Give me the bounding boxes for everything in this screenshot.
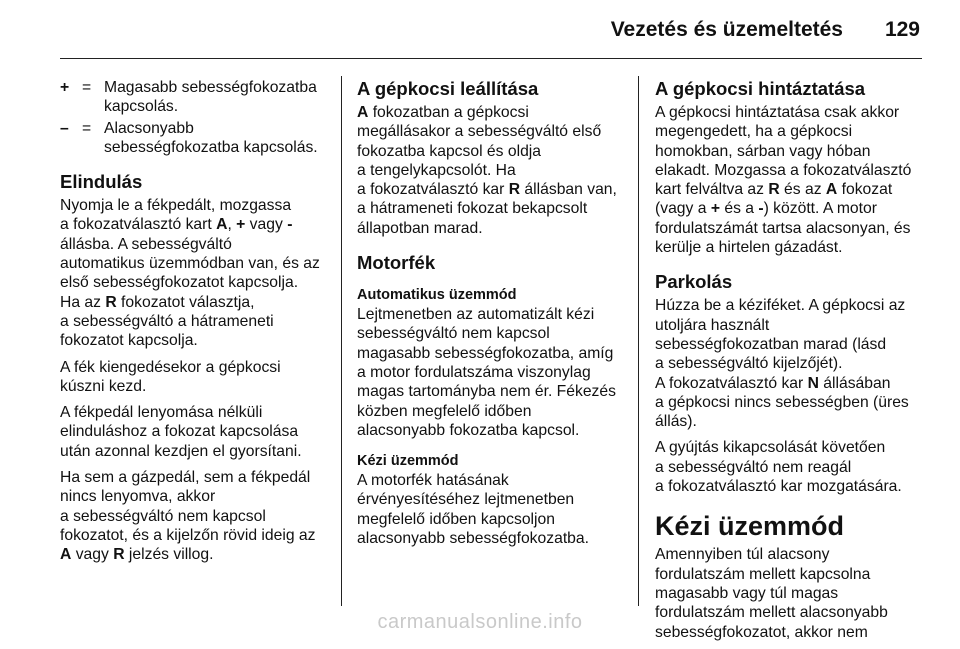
paragraph bbox=[357, 471, 631, 548]
text-line bbox=[655, 374, 925, 393]
text-line: Amennyiben túl alacsony bbox=[655, 546, 830, 564]
text-line: fordulatszámát tartsa alacsonyan, és bbox=[655, 219, 911, 237]
list-item bbox=[60, 119, 328, 158]
text-line bbox=[357, 180, 631, 199]
text-line: első sebességfokozatot kapcsolja. bbox=[60, 274, 299, 292]
column-divider-1 bbox=[341, 76, 342, 606]
text-line: alacsonyabb fokozatba kapcsol. bbox=[357, 421, 580, 439]
text-line: magas tartományba nem ér. Fékezés bbox=[357, 383, 616, 401]
text-line: Húzza be a kéziféket. A gépkocsi az bbox=[655, 297, 906, 315]
text-line bbox=[60, 215, 328, 234]
text-span: és az bbox=[779, 181, 826, 199]
bold-text: A bbox=[60, 546, 72, 564]
text-span: fokozatban a gépkocsi bbox=[368, 104, 529, 121]
text-span: kart felváltva az bbox=[655, 181, 769, 199]
item-text: Magasabb sebességfokozatba bbox=[104, 79, 317, 96]
text-line: sebességfokozatot, akkor nem bbox=[655, 623, 868, 641]
text-line: a tengelykapcsolót. Ha bbox=[357, 161, 516, 179]
text-line: kerülje a hirtelen gázadást. bbox=[655, 239, 843, 257]
bold-text: - bbox=[287, 216, 293, 234]
page-number: 129 bbox=[884, 18, 920, 41]
column-2 bbox=[357, 78, 631, 555]
text-line: fordulatszám mellett kapcsolna bbox=[655, 565, 871, 583]
text-line: a fokozatválasztó kar mozgatására. bbox=[655, 478, 902, 496]
page-header bbox=[0, 18, 960, 48]
text-span: (vagy a bbox=[655, 200, 711, 218]
bold-text: A bbox=[216, 216, 228, 234]
text-line: nincs lenyomva, akkor bbox=[60, 488, 216, 506]
text-line: fordulatszám mellett alacsonyabb bbox=[655, 604, 888, 622]
paragraph bbox=[655, 438, 925, 496]
text-span: és a bbox=[719, 200, 759, 218]
text-line: állás). bbox=[655, 413, 697, 431]
text-line: a sebességváltó nem kapcsol bbox=[60, 507, 266, 525]
text-line: sebességváltó nem kapcsol bbox=[357, 325, 550, 343]
bold-text: - bbox=[758, 200, 764, 218]
text-line: automatikus üzemmódban van, és az bbox=[60, 255, 320, 273]
text-line: utoljára használt bbox=[655, 316, 770, 334]
bold-text: + bbox=[236, 216, 246, 234]
equals-sign: = bbox=[82, 119, 92, 137]
section-heading: A gépkocsi hintáztatása bbox=[655, 78, 866, 99]
paragraph bbox=[60, 196, 328, 350]
text-line: fokozatba kapcsol és oldja bbox=[357, 142, 542, 160]
text-span: A fokozatválasztó kar bbox=[655, 374, 808, 392]
section-heading: Motorfék bbox=[357, 252, 436, 274]
text-line: után azonnal kezdjen el gyorsítani. bbox=[60, 442, 302, 460]
text-span: jelzés villog. bbox=[124, 546, 214, 564]
text-line: alacsonyabb sebességfokozatba. bbox=[357, 530, 589, 548]
item-text: sebességfokozatba kapcsolás. bbox=[104, 138, 318, 156]
bold-text: R bbox=[113, 546, 125, 564]
text-line: A gépkocsi hintáztatása csak akkor bbox=[655, 104, 900, 121]
bold-text: N bbox=[807, 374, 819, 392]
section-heading: Parkolás bbox=[655, 271, 733, 293]
column-divider-2 bbox=[638, 76, 639, 606]
text-line: A fék kiengedésekor a gépkocsi bbox=[60, 358, 281, 376]
minus-symbol: – bbox=[60, 119, 69, 137]
text-line bbox=[655, 180, 925, 199]
text-line: A motorfék hatásának bbox=[357, 472, 509, 490]
paragraph bbox=[60, 468, 328, 564]
text-line: megállásakor a sebességváltó első bbox=[357, 123, 602, 141]
bold-text: R bbox=[105, 293, 117, 311]
text-span: , bbox=[227, 216, 237, 234]
text-line: állapotban marad. bbox=[357, 219, 483, 237]
text-line bbox=[357, 103, 631, 122]
text-line bbox=[60, 545, 328, 564]
bold-text: A bbox=[825, 181, 838, 199]
subsection-heading: Automatikus üzemmód bbox=[357, 287, 517, 304]
list-item bbox=[60, 78, 328, 117]
text-span: fokozat bbox=[837, 181, 893, 199]
paragraph bbox=[655, 103, 925, 257]
text-line bbox=[655, 199, 925, 218]
section-heading: Elindulás bbox=[60, 171, 143, 193]
text-span: a fokozatválasztó kar bbox=[357, 181, 509, 199]
paragraph bbox=[655, 296, 925, 431]
text-line: fokozatot, és a kijelzőn rövid ideig az bbox=[60, 526, 316, 544]
bold-text: R bbox=[508, 181, 521, 199]
item-text: Alacsonyabb bbox=[104, 119, 194, 137]
text-span: a fokozatválasztó kart bbox=[60, 216, 217, 234]
text-line: A fékpedál lenyomása nélküli bbox=[60, 404, 263, 422]
text-line: a motor fordulatszáma viszonylag bbox=[357, 363, 591, 381]
text-line: elinduláshoz a fokozat kapcsolása bbox=[60, 423, 299, 441]
text-line: kúszni kezd. bbox=[60, 377, 147, 395]
text-line: Nyomja le a fékpedált, mozgassa bbox=[60, 197, 292, 215]
text-line: a sebességváltó a hátrameneti bbox=[60, 312, 274, 330]
text-line: közben megfelelő időben bbox=[357, 402, 532, 420]
bold-text: + bbox=[710, 200, 720, 218]
chapter-heading: Kézi üzemmód bbox=[655, 511, 845, 542]
text-line: fokozatot kapcsolja. bbox=[60, 332, 198, 350]
text-line: megfelelő időben kapcsoljon bbox=[357, 510, 555, 528]
text-line: Lejtmenetben az automatizált kézi bbox=[357, 306, 595, 324]
text-line: Ha sem a gázpedál, sem a fékpedál bbox=[60, 469, 311, 487]
text-span: vagy bbox=[71, 546, 114, 564]
text-span: állásában bbox=[818, 374, 891, 392]
paragraph bbox=[60, 403, 328, 461]
plus-symbol: + bbox=[60, 79, 70, 96]
paragraph bbox=[357, 305, 631, 440]
text-line: a sebességváltó nem reagál bbox=[655, 458, 852, 476]
text-line: állásba. A sebességváltó bbox=[60, 235, 232, 253]
text-line: a gépkocsi nincs sebességben (üres bbox=[655, 393, 909, 411]
text-line: a sebességváltó kijelzőjét). bbox=[655, 355, 843, 373]
text-line: magasabb sebességfokozatba, amíg bbox=[357, 344, 614, 362]
text-line: sebességfokozatban marad (lásd bbox=[655, 335, 887, 353]
watermark: carmanualsonline.info bbox=[377, 611, 583, 633]
text-line: megengedett, ha a gépkocsi bbox=[655, 123, 853, 141]
paragraph bbox=[357, 103, 631, 238]
column-3 bbox=[655, 78, 925, 649]
item-text: kapcsolás. bbox=[104, 98, 179, 116]
text-line: a hátrameneti fokozat bekapcsolt bbox=[357, 200, 588, 218]
text-span: ) között. A motor bbox=[763, 200, 877, 218]
text-line bbox=[60, 293, 328, 312]
equals-sign: = bbox=[82, 79, 92, 96]
subsection-heading: Kézi üzemmód bbox=[357, 453, 459, 470]
text-span: állásban van, bbox=[520, 181, 617, 199]
text-span: Ha az bbox=[60, 293, 106, 311]
header-title: Vezetés és üzemeltetés bbox=[610, 18, 843, 41]
column-1 bbox=[60, 78, 328, 572]
bold-text: A bbox=[357, 104, 369, 121]
text-line: A gyújtás kikapcsolását követően bbox=[655, 439, 886, 457]
text-line: érvényesítéséhez lejtmenetben bbox=[357, 491, 575, 509]
text-line: elakadt. Mozgassa a fokozatválasztó bbox=[655, 161, 912, 179]
text-span: fokozatot választja, bbox=[116, 293, 255, 311]
text-line: homokban, sárban vagy hóban bbox=[655, 142, 871, 160]
header-divider bbox=[60, 58, 922, 59]
bold-text: R bbox=[768, 181, 780, 199]
section-heading: A gépkocsi leállítása bbox=[357, 78, 539, 99]
paragraph bbox=[60, 358, 328, 397]
text-span: vagy bbox=[245, 216, 288, 234]
text-line: magasabb vagy túl magas bbox=[655, 584, 839, 602]
